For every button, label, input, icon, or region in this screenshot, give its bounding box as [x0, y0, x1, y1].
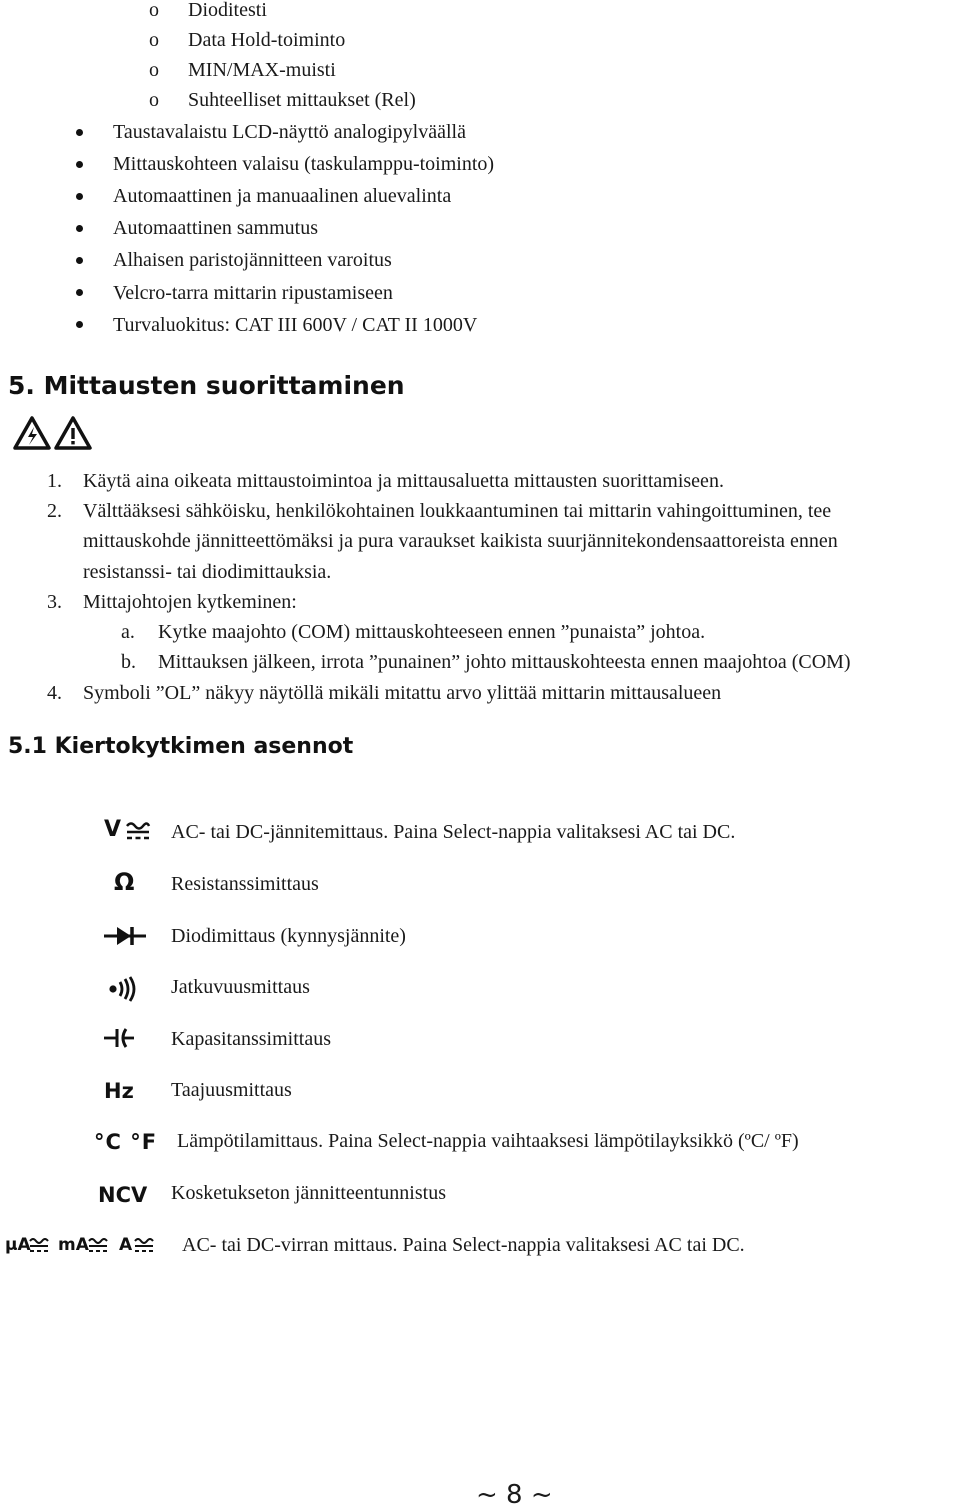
step-text: resistanssi- tai diodimittauksia. [83, 561, 332, 583]
step-text: Käytä aina oikeata mittaustoimintoa ja mittausaluetta mittausten suorittamiseen. [83, 470, 724, 492]
position-description: Diodimittaus (kynnysjännite) [171, 925, 406, 947]
ncv-icon: NCV [98, 1183, 148, 1207]
voltage-ac-dc-icon: V [104, 817, 154, 845]
bullet-icon [76, 225, 83, 232]
position-description: Kosketukseton jännitteentunnistus [171, 1182, 446, 1204]
step-text: Mittajohtojen kytkeminen: [83, 591, 297, 613]
position-description: AC- tai DC-virran mittaus. Paina Select-nappia valitaksesi AC tai DC. [182, 1234, 745, 1256]
step-number: 3. [47, 591, 62, 613]
feature-item: Automaattinen ja manuaalinen aluevalinta [113, 185, 452, 207]
continuity-icon [108, 976, 138, 1002]
sublist-item: Suhteelliset mittaukset (Rel) [188, 89, 416, 111]
current-ac-dc-icon [5, 1234, 155, 1258]
capacitor-icon [104, 1026, 134, 1050]
feature-item: Alhaisen paristojännitteen varoitus [113, 249, 392, 271]
feature-item: Automaattinen sammutus [113, 217, 318, 239]
sublist-marker: o [149, 89, 159, 111]
step-text: Symboli ”OL” näkyy näytöllä mikäli mitattu arvo ylittää mittarin mittausalueen [83, 682, 722, 704]
position-description: AC- tai DC-jännitemittaus. Paina Select-nappia valitaksesi AC tai DC. [171, 821, 736, 843]
ohm-icon: Ω [114, 868, 135, 896]
feature-item: Turvaluokitus: CAT III 600V / CAT II 1000V [113, 314, 478, 336]
sublist-item: MIN/MAX-muisti [188, 59, 336, 81]
position-description: Kapasitanssimittaus [171, 1028, 331, 1050]
sublist-marker: o [149, 0, 159, 21]
substep-text: Kytke maajohto (COM) mittauskohteeseen ennen ”punaista” johtoa. [158, 621, 706, 643]
bullet-icon [76, 321, 83, 328]
sublist-item: Dioditesti [188, 0, 267, 21]
amp-label: A [119, 1235, 133, 1255]
page-number: ~ 8 ~ [476, 1480, 553, 1510]
caution-warning-icon [56, 418, 90, 448]
substep-letter: b. [121, 651, 136, 673]
bullet-icon [76, 161, 83, 168]
step-text: mittauskohde jännitteettömäksi ja pura varaukset kaikista suurjännitekondensaattoreista ennen [83, 530, 838, 552]
microamp-label: µA [5, 1235, 31, 1255]
position-description: Resistanssimittaus [171, 873, 319, 895]
bullet-icon [76, 193, 83, 200]
position-description: Jatkuvuusmittaus [171, 976, 310, 998]
feature-item: Mittauskohteen valaisu (taskulamppu-toiminto) [113, 153, 495, 175]
step-number: 2. [47, 500, 62, 522]
hertz-icon: Hz [104, 1079, 134, 1103]
feature-item: Velcro-tarra mittarin ripustamiseen [113, 282, 393, 304]
substep-letter: a. [121, 621, 135, 643]
bullet-icon [76, 129, 83, 136]
section-5-heading: 5. Mittausten suorittaminen [8, 371, 405, 400]
diode-icon [104, 924, 146, 948]
section-5-1-heading: 5.1 Kiertokytkimen asennot [8, 734, 354, 759]
warning-icons [12, 415, 94, 451]
sublist-marker: o [149, 29, 159, 51]
sublist-marker: o [149, 59, 159, 81]
step-text: Välttääksesi sähköisku, henkilökohtainen loukkaantuminen tai mittarin vahingoittuminen, tee [83, 500, 832, 522]
temperature-icon: °C °F [94, 1130, 158, 1154]
position-description: Taajuusmittaus [171, 1079, 292, 1101]
step-number: 1. [47, 470, 62, 492]
feature-item: Taustavalaistu LCD-näyttö analogipylväällä [113, 121, 466, 143]
high-voltage-warning-icon [15, 418, 49, 448]
milliamp-label: mA [58, 1235, 89, 1255]
step-number: 4. [47, 682, 62, 704]
substep-text: Mittauksen jälkeen, irrota ”punainen” johto mittauskohteesta ennen maajohtoa (COM) [158, 651, 851, 673]
sublist-item: Data Hold-toiminto [188, 29, 346, 51]
position-description: Lämpötilamittaus. Paina Select-nappia vaihtaaksesi lämpötilayksikkö (ºC/ ºF) [177, 1130, 799, 1152]
bullet-icon [76, 289, 83, 296]
bullet-icon [76, 257, 83, 264]
